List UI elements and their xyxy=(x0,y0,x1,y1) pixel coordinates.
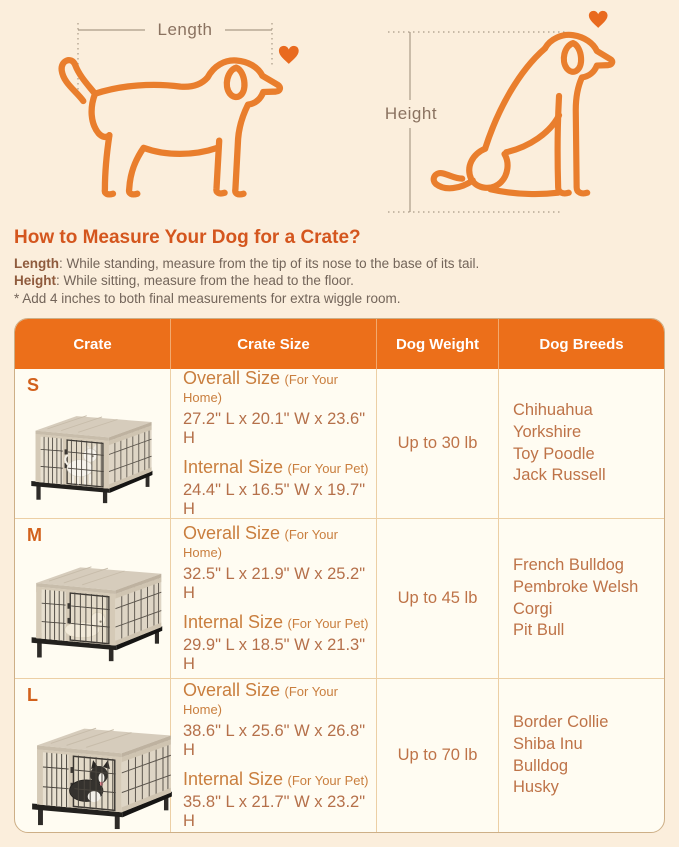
crate-cell-s xyxy=(15,369,171,519)
size-cell-l xyxy=(171,679,377,832)
weight-cell-s: Up to 30 lb xyxy=(377,369,499,519)
breed: French Bulldog xyxy=(513,555,624,574)
internal-dims: 29.9" L x 18.5" W x 21.3" H xyxy=(183,636,366,673)
breed: Yorkshire xyxy=(513,422,582,441)
breed: Shiba Inu xyxy=(513,734,583,753)
header-crate: Crate xyxy=(15,319,171,369)
weight-cell-m: Up to 45 lb xyxy=(377,519,499,679)
length-label: Length xyxy=(157,20,213,39)
breeds-cell-m xyxy=(499,519,664,679)
crate-photo-m xyxy=(27,548,165,663)
height-instruction: Height: While sitting, measure from the head to the floor. xyxy=(14,273,354,289)
internal-dims: 24.4" L x 16.5" W x 19.7" H xyxy=(183,481,366,518)
standing-dog-outline xyxy=(62,60,280,194)
overall-size-line: Overall Size (For Your Home) xyxy=(183,523,338,560)
heart-icon xyxy=(279,46,299,64)
overall-size-line: Overall Size (For Your Home) xyxy=(183,368,338,405)
header-dog-breeds: Dog Breeds xyxy=(499,319,664,369)
size-label-l: L xyxy=(27,685,38,705)
breed: Bulldog xyxy=(513,756,569,775)
breed: Pembroke Welsh Corgi xyxy=(513,577,639,618)
weight-cell-l: Up to 70 lb xyxy=(377,679,499,832)
crate-cell-l xyxy=(15,679,171,832)
internal-size-line: Internal Size (For Your Pet) xyxy=(183,457,369,477)
overall-size-line: Overall Size (For Your Home) xyxy=(183,680,338,717)
breeds-cell-s xyxy=(499,369,664,519)
crate-size-table xyxy=(14,318,665,833)
height-label: Height xyxy=(384,104,438,123)
internal-size-line: Internal Size (For Your Pet) xyxy=(183,769,369,789)
crate-photo-s xyxy=(27,398,155,505)
internal-dims: 35.8" L x 21.7" W x 23.2" H xyxy=(183,793,366,830)
internal-size-line: Internal Size (For Your Pet) xyxy=(183,612,369,632)
overall-dims: 32.5" L x 21.9" W x 25.2" H xyxy=(183,565,366,602)
overall-dims: 27.2" L x 20.1" W x 23.6" H xyxy=(183,410,366,447)
length-instruction: Length: While standing, measure from the tip of its nose to the base of its tail. xyxy=(14,256,480,271)
crate-cell-m xyxy=(15,519,171,679)
breed: Jack Russell xyxy=(513,466,606,485)
crate-photo-l xyxy=(27,708,175,831)
overall-dims: 38.6" L x 25.6" W x 26.8" H xyxy=(183,722,366,759)
breeds-cell-l xyxy=(499,679,664,832)
heart-icon xyxy=(589,11,608,28)
height-measurement-diagram xyxy=(348,0,658,230)
breed: Border Collie xyxy=(513,712,609,731)
sitting-dog-outline xyxy=(434,35,613,194)
header-crate-size: Crate Size xyxy=(171,319,377,369)
size-label-m: M xyxy=(27,525,42,545)
size-label-s: S xyxy=(27,375,40,395)
breed: Chihuahua xyxy=(513,400,593,419)
breed: Pit Bull xyxy=(513,621,565,640)
section-title: How to Measure Your Dog for a Crate? xyxy=(14,227,361,248)
size-cell-m xyxy=(171,519,377,679)
header-dog-weight: Dog Weight xyxy=(377,319,499,369)
measuring-instructions xyxy=(14,255,479,307)
wiggle-room-note: * Add 4 inches to both final measurements for extra wiggle room. xyxy=(14,290,401,306)
length-measurement-diagram xyxy=(18,0,334,230)
size-cell-s xyxy=(171,369,377,519)
breed: Husky xyxy=(513,778,559,797)
breed: Toy Poodle xyxy=(513,444,595,463)
